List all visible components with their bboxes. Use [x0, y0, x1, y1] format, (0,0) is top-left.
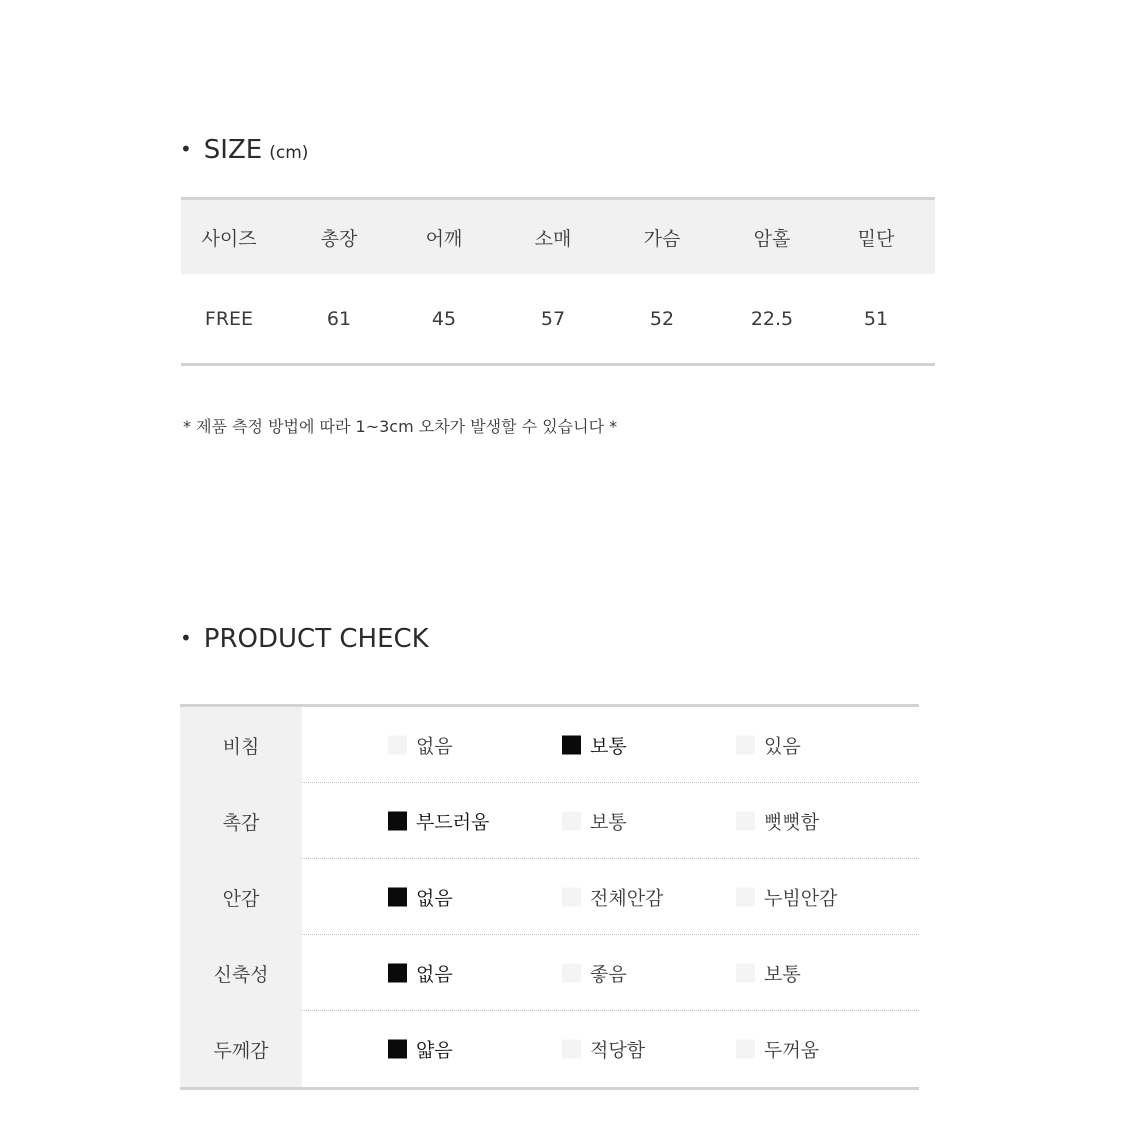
- checkbox-square-icon: [736, 963, 755, 982]
- check-option-label: 보통: [590, 735, 627, 757]
- check-options: [302, 783, 919, 859]
- check-option-label: 없음: [416, 963, 453, 985]
- size-title-text: SIZE: [203, 135, 263, 165]
- product-check-title-text: PRODUCT CHECK: [203, 624, 429, 654]
- size-section-title: [180, 135, 308, 165]
- check-option-label: 있음: [764, 735, 801, 757]
- check-options: [302, 1011, 919, 1087]
- check-row-label: 비침: [180, 707, 302, 783]
- check-option: [562, 883, 663, 910]
- size-unit-text: (cm): [269, 143, 309, 163]
- check-option-label: 보통: [590, 811, 627, 833]
- checkbox-square-icon: [388, 735, 407, 754]
- check-option-label: 없음: [416, 735, 453, 757]
- check-option: [736, 731, 801, 758]
- check-row-lining: [180, 859, 919, 935]
- size-header-cell: 암홀: [753, 227, 791, 250]
- check-option: [562, 1036, 645, 1063]
- size-value-cell: 22.5: [750, 307, 794, 330]
- checkbox-square-icon: [388, 811, 407, 830]
- check-options: [302, 859, 919, 935]
- check-option-label: 없음: [416, 887, 453, 909]
- check-option-label: 뻣뻣함: [764, 811, 820, 833]
- checkbox-square-icon: [562, 811, 581, 830]
- check-option: [736, 959, 801, 986]
- size-header-cell: 가슴: [643, 227, 681, 250]
- product-check-title: [180, 624, 429, 654]
- size-header-cell: 총장: [320, 227, 358, 250]
- checkbox-square-icon: [736, 1040, 755, 1059]
- check-row-label: 신축성: [180, 935, 302, 1011]
- size-table: [181, 197, 935, 366]
- size-value-cell: 57: [540, 307, 566, 330]
- check-option: [562, 807, 627, 834]
- check-option: [562, 731, 627, 758]
- checkbox-square-icon: [562, 887, 581, 906]
- checkbox-square-icon: [736, 811, 755, 830]
- size-header-cell: 사이즈: [201, 227, 257, 250]
- check-row-thickness: [180, 1011, 919, 1087]
- check-row-see-through: [180, 707, 919, 783]
- check-option: [736, 807, 819, 834]
- check-row-stretch: [180, 935, 919, 1011]
- check-option: [388, 1036, 453, 1063]
- check-option: [388, 807, 489, 834]
- check-option: [388, 731, 453, 758]
- check-option-label: 전체안감: [590, 887, 664, 909]
- size-value-cell: FREE: [204, 307, 254, 330]
- check-option: [562, 959, 627, 986]
- checkbox-square-icon: [562, 963, 581, 982]
- check-row-label: 두께감: [180, 1011, 302, 1087]
- checkbox-square-icon: [736, 887, 755, 906]
- size-measurement-note: * 제품 측정 방법에 따라 1~3cm 오차가 발생할 수 있습니다 *: [183, 417, 618, 436]
- checkbox-square-icon: [736, 735, 755, 754]
- size-value-cell: 52: [649, 307, 675, 330]
- size-value-cell: 51: [863, 307, 889, 330]
- bullet-icon: •: [180, 137, 192, 161]
- checkbox-square-icon: [388, 1040, 407, 1059]
- size-value-cell: 61: [326, 307, 352, 330]
- product-check-table: [180, 704, 919, 1090]
- check-option-label: 보통: [764, 963, 801, 985]
- check-option-label: 두꺼움: [764, 1039, 820, 1062]
- check-option-label: 적당함: [590, 1039, 646, 1062]
- check-option: [388, 883, 453, 910]
- checkbox-square-icon: [562, 1040, 581, 1059]
- size-value-cell: 45: [431, 307, 457, 330]
- size-header-cell: 어깨: [425, 227, 463, 250]
- check-row-label: 촉감: [180, 783, 302, 859]
- check-option-label: 부드러움: [416, 811, 490, 833]
- check-option-label: 누빔안감: [764, 887, 838, 909]
- size-header-cell: 밑단: [857, 227, 895, 250]
- check-options: [302, 707, 919, 783]
- size-header-cell: 소매: [534, 227, 572, 250]
- check-options: [302, 935, 919, 1011]
- size-table-header: [181, 200, 935, 274]
- check-option: [736, 1036, 819, 1063]
- check-option: [736, 883, 837, 910]
- check-option-label: 좋음: [590, 963, 627, 985]
- check-row-texture: [180, 783, 919, 859]
- bullet-icon: •: [180, 626, 192, 650]
- checkbox-square-icon: [388, 887, 407, 906]
- check-row-label: 안감: [180, 859, 302, 935]
- checkbox-square-icon: [562, 735, 581, 754]
- checkbox-square-icon: [388, 963, 407, 982]
- check-option-label: 얇음: [416, 1039, 453, 1062]
- size-table-row: [181, 274, 935, 363]
- check-option: [388, 959, 453, 986]
